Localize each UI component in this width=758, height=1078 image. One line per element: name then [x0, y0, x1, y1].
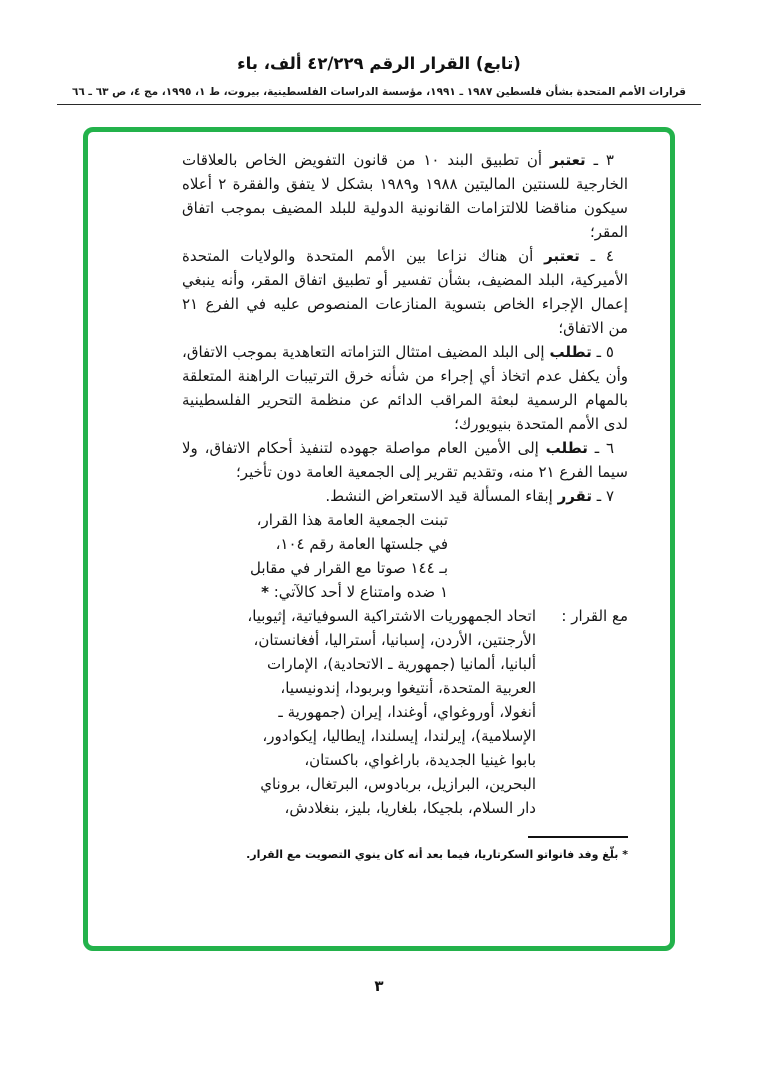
- resolution-paragraph-3: [182, 148, 628, 244]
- vote-record: [182, 604, 628, 820]
- vote-country-line: العربية المتحدة، أنتيغوا وبربودا، إندونيسيا،: [280, 679, 536, 697]
- adoption-line: بـ ١٤٤ صوتا مع القرار في مقابل: [249, 559, 448, 577]
- vote-country-line: بابوا غينيا الجديدة، باراغواي، باكستان،: [304, 751, 536, 769]
- vote-country-line: الأرجنتين، الأردن، إسبانيا، أستراليا، أفغانستان،: [253, 631, 536, 649]
- adoption-line: [182, 580, 448, 604]
- paragraph-text: أن هناك نزاعا بين الأمم المتحدة والولايات المتحدة الأميركية، البلد المضيف، بشأن تفسير أو تطبيق اتفاق المقر، وأنه ينبغي إعمال الإجراء الخاص بتسوية المنازعات المنصوص عليه في الفرع ٢١ من الاتفاق؛: [182, 247, 628, 337]
- source-citation-line: قرارات الأمم المتحدة بشأن فلسطين ١٩٨٧ ـ ١٩٩١، مؤسسة الدراسات الفلسطينية، بيروت، ط ١، ١٩٩٥، مج ٤، ص ٦٣ ـ ٦٦: [71, 86, 687, 98]
- document-title: (تابع) القرار الرقم ٤٢/٢٢٩ ألف، باء: [237, 54, 521, 73]
- paragraph-number: ٧ ـ: [596, 487, 614, 505]
- footnote-reference-mark: *: [261, 583, 269, 601]
- paragraph-number: ٦ ـ: [594, 439, 614, 457]
- operative-verb: تطلب: [545, 439, 588, 457]
- adoption-line: في جلستها العامة رقم ١٠٤،: [275, 535, 448, 553]
- page-header: [0, 0, 758, 105]
- paragraph-number: ٣ ـ: [593, 151, 614, 169]
- footnote-body: بلّغ وفد فانواتو السكرتاريا، فيما بعد أنه كان ينوي التصويت مع القرار.: [246, 848, 619, 861]
- paragraph-text: إبقاء المسألة قيد الاستعراض النشط.: [325, 487, 553, 505]
- operative-verb: تعتبر: [550, 151, 586, 169]
- vote-in-favour-label: مع القرار :: [561, 607, 628, 625]
- adoption-note: [182, 508, 448, 604]
- footnote-text: [128, 847, 628, 863]
- resolution-paragraph-7: [182, 484, 628, 508]
- vote-country-list: [182, 604, 536, 820]
- vote-country-line: البحرين، البرازيل، بربادوس، البرتغال، بروناي: [260, 775, 536, 793]
- footnote-divider: [528, 836, 628, 838]
- resolution-paragraph-6: [182, 436, 628, 484]
- vote-country-line: اتحاد الجمهوريات الاشتراكية السوفياتية، إثيوبيا،: [247, 607, 536, 625]
- operative-verb: تطلب: [549, 343, 592, 361]
- vote-country-line: دار السلام، بلجيكا، بلغاريا، بليز، بنغلادش،: [284, 799, 536, 817]
- resolution-body: [182, 148, 628, 820]
- operative-verb: تعتبر: [544, 247, 580, 265]
- operative-verb: تقرر: [557, 487, 592, 505]
- paragraph-number: ٥ ـ: [596, 343, 614, 361]
- paragraph-text: إلى الأمين العام مواصلة جهوده لتنفيذ أحكام الاتفاق، ولا سيما الفرع ٢١ منه، وتقديم تقرير إلى الجمعية العامة دون تأخير؛: [182, 439, 628, 481]
- resolution-paragraph-4: [182, 244, 628, 340]
- paragraph-text: إلى البلد المضيف امتثال التزاماته التعاهدية بموجب الاتفاق، وأن يكفل عدم اتخاذ أي إجراء من شأنه خرق الترتيبات الراهنة المتعلقة بالمهام الرسمية لبعثة المراقب الدائم عن منظمة التحرير الفلسطينية لدى الأمم المتحدة بنيويورك؛: [182, 343, 628, 433]
- page-number: ٣: [374, 977, 384, 995]
- header-divider: [57, 104, 701, 105]
- footnote-marker: *: [622, 848, 628, 861]
- green-highlight-frame: [83, 127, 675, 951]
- vote-country-line: أنغولا، أوروغواي، أوغندا، إيران (جمهورية ـ: [278, 703, 536, 721]
- vote-country-line: الإسلامية)، إيرلندا، إيسلندا، إيطاليا، إيكوادور،: [262, 727, 536, 745]
- resolution-paragraph-5: [182, 340, 628, 436]
- vote-country-line: ألبانيا، ألمانيا (جمهورية ـ الاتحادية)، الإمارات: [267, 655, 536, 673]
- adoption-line-text: ١ ضده وامتناع لا أحد كالآتي:: [273, 583, 448, 601]
- adoption-line: تبنت الجمعية العامة هذا القرار،: [256, 511, 448, 529]
- footnote-area: [128, 836, 628, 863]
- paragraph-text: أن تطبيق البند ١٠ من قانون التفويض الخاص بالعلاقات الخارجية للسنتين الماليتين ١٩٨٨ و١٩٨٩ بشكل لا يتفق والفقرة ٢ أعلاه سيكون مناقضا للالتزامات القانونية الدولية للبلد المضيف بموجب اتفاق المقر؛: [182, 151, 629, 241]
- paragraph-number: ٤ ـ: [590, 247, 614, 265]
